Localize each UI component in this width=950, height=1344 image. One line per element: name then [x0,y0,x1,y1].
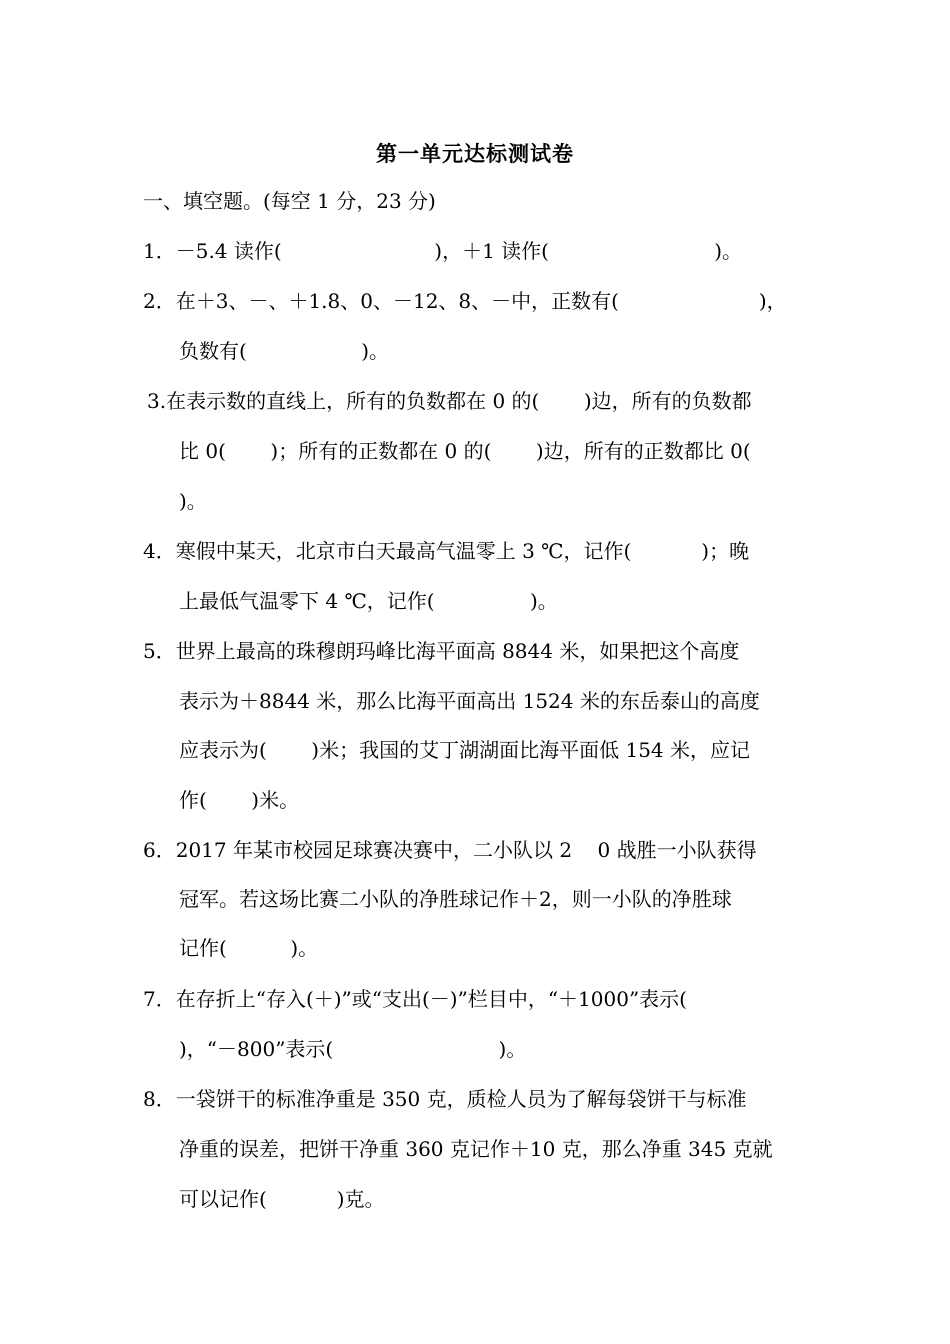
question-5-line-4: 作( )米。 [179,788,300,812]
question-2-line-2: 负数有( )。 [179,339,390,363]
question-7-line-1: 7．在存折上“存入(＋)”或“支出(－)”栏目中，“＋1000”表示( [143,987,687,1011]
question-2-line-1: 2．在＋3、－、＋1.8、0、－12、8、－中，正数有( )， [143,289,787,313]
question-4-line-2: 上最低气温零下 4 ℃，记作( )。 [179,589,558,613]
question-3-line-1: 3.在表示数的直线上，所有的负数都在 0 的( )边，所有的负数都 [147,389,752,413]
question-3-line-2: 比 0( )；所有的正数都在 0 的( )边，所有的正数都比 0( [179,439,751,463]
question-6-line-3: 记作( )。 [179,936,319,960]
question-8-line-2: 净重的误差，把饼干净重 360 克记作＋10 克，那么净重 345 克就 [179,1137,773,1161]
question-5-line-1: 5．世界上最高的珠穆朗玛峰比海平面高 8844 米，如果把这个高度 [143,639,740,663]
question-1: 1．－5.4 读作( )，＋1 读作( )。 [143,239,743,263]
question-7-line-2: )，“－800”表示( )。 [179,1037,527,1061]
question-5-line-3: 应表示为( )米；我国的艾丁湖湖面比海平面低 154 米，应记 [179,738,750,762]
question-8-line-1: 8．一袋饼干的标准净重是 350 克，质检人员为了解每袋饼干与标准 [143,1087,747,1111]
page-title: 第一单元达标测试卷 [376,141,574,166]
question-6-line-1: 6．2017 年某市校园足球赛决赛中，二小队以 2 0 战胜一小队获得 [143,838,757,862]
question-8-line-3: 可以记作( )克。 [179,1187,385,1211]
question-4-line-1: 4．寒假中某天，北京市白天最高气温零上 3 ℃，记作( )；晚 [143,539,750,563]
section-heading: 一、填空题。(每空 1 分，23 分) [143,189,436,213]
question-5-line-2: 表示为＋8844 米，那么比海平面高出 1524 米的东岳泰山的高度 [179,689,760,713]
question-6-line-2: 冠军。若这场比赛二小队的净胜球记作＋2，则一小队的净胜球 [179,887,732,911]
question-3-line-3: )。 [179,489,207,513]
